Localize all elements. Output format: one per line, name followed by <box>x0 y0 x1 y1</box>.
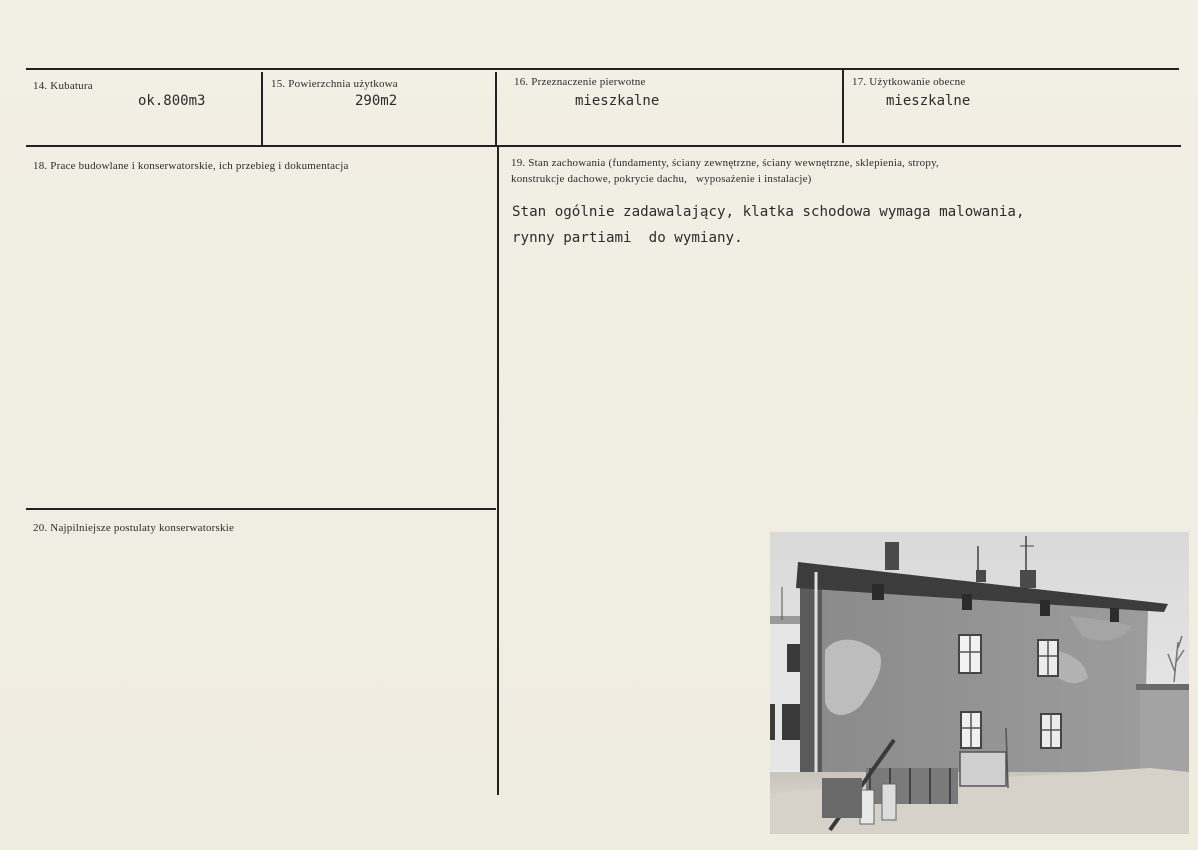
field-15-value: 290m2 <box>355 93 398 109</box>
field-14-value: ok.800m3 <box>138 93 206 109</box>
field-17-label: 17. Użytkowanie obecne <box>852 76 966 88</box>
row2-bottom-rule <box>26 508 496 510</box>
divider-18-19 <box>497 147 499 795</box>
field-19-label-line1: 19. Stan zachowania (fundamenty, ściany zewnętrzne, ściany wewnętrzne, sklepienia, stropy, <box>511 157 940 169</box>
divider-15-16 <box>495 72 497 146</box>
field-19-text-line1: Stan ogólnie zadawalający, klatka schodowa wymaga malowania, <box>512 204 1025 220</box>
field-19-label-line2: konstrukcje dachowe, pokrycie dachu, wyposażenie i instalacje) <box>511 173 812 185</box>
field-19-text-line2: rynny partiami do wymiany. <box>512 230 743 246</box>
top-rule <box>26 68 1179 70</box>
field-16-value: mieszkalne <box>575 93 660 109</box>
field-14-label: 14. Kubatura <box>33 80 93 92</box>
field-15-label: 15. Powierzchnia użytkowa <box>271 78 398 90</box>
field-16-label: 16. Przeznaczenie pierwotne <box>514 76 646 88</box>
divider-14-15 <box>261 72 263 146</box>
row1-bottom-rule <box>26 145 1181 147</box>
field-17-value: mieszkalne <box>886 93 971 109</box>
field-20-label: 20. Najpilniejsze postulaty konserwatorskie <box>33 522 235 534</box>
building-photo <box>770 532 1189 834</box>
field-18-label: 18. Prace budowlane i konserwatorskie, ich przebieg i dokumentacja <box>33 160 349 172</box>
field-19-text <box>512 199 1025 251</box>
divider-16-17 <box>842 70 844 143</box>
